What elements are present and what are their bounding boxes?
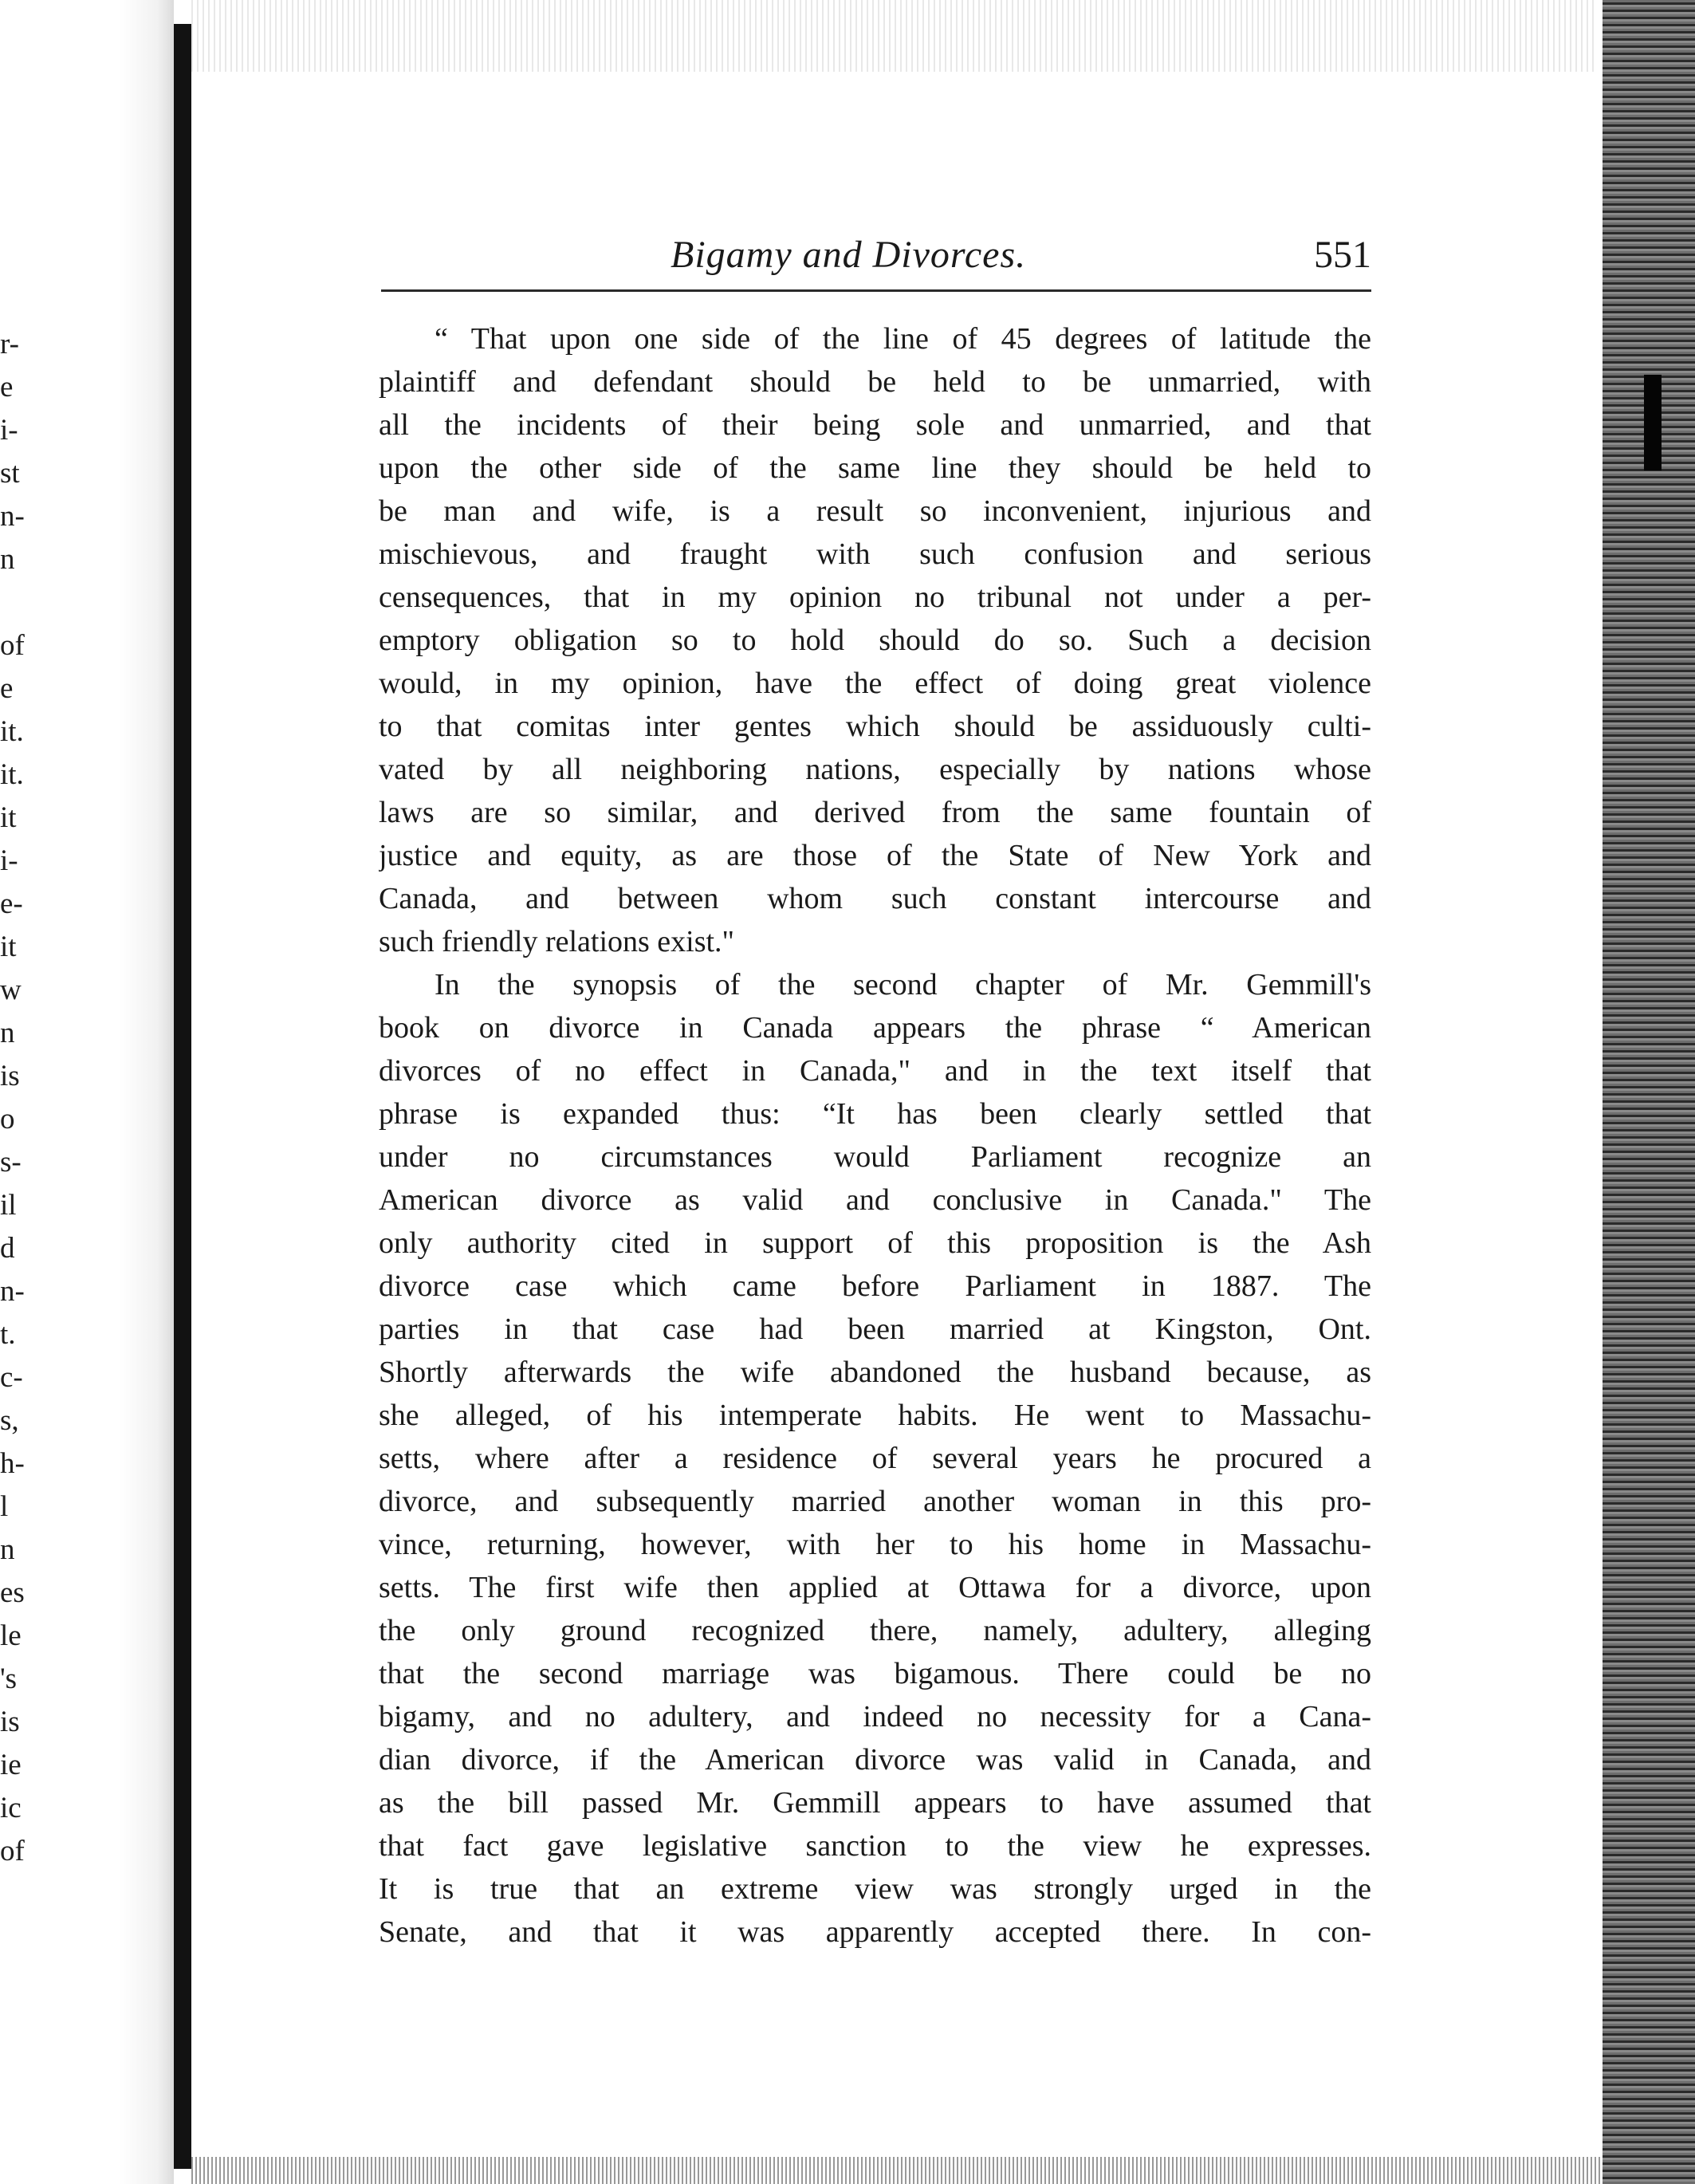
text-line: only authority cited in support of this proposition is the Ash bbox=[379, 1226, 1371, 1260]
text-line: divorces of no effect in Canada," and in the text itself that bbox=[379, 1054, 1371, 1088]
text-line: upon the other side of the same line they should be held to bbox=[379, 451, 1371, 485]
scan-noise-bottom bbox=[191, 2157, 1603, 2184]
fragment: n bbox=[0, 1017, 15, 1049]
running-head bbox=[379, 233, 1371, 281]
fragment: i- bbox=[0, 844, 18, 877]
text-line: book on divorce in Canada appears the phrase “ American bbox=[379, 1011, 1371, 1045]
fragment: w bbox=[0, 974, 22, 1006]
fragment: of bbox=[0, 1835, 25, 1867]
text-line: Canada, and between whom such constant intercourse and bbox=[379, 882, 1371, 915]
fragment: st bbox=[0, 457, 20, 490]
fragment: of bbox=[0, 629, 25, 662]
text-line: to that comitas inter gentes which should be assiduously culti- bbox=[379, 710, 1371, 743]
fragment: i- bbox=[0, 414, 18, 447]
fragment bbox=[0, 581, 60, 624]
text-line: laws are so similar, and derived from the same fountain of bbox=[379, 796, 1371, 829]
text-line: setts, where after a residence of several years he procured a bbox=[379, 1442, 1371, 1475]
text-line: would, in my opinion, have the effect of doing great violence bbox=[379, 667, 1371, 700]
fragment: e bbox=[0, 672, 14, 705]
fragment: le bbox=[0, 1619, 22, 1652]
page-binding-edge bbox=[174, 24, 191, 2169]
fragment: d bbox=[0, 1232, 15, 1265]
fragment: o bbox=[0, 1103, 15, 1135]
scan-noise-top bbox=[191, 0, 1595, 72]
text-line: divorce, and subsequently married another woman in this pro- bbox=[379, 1485, 1371, 1518]
fragment: n bbox=[0, 1533, 15, 1566]
text-line: emptory obligation so to hold should do so. Such a decision bbox=[379, 624, 1371, 657]
scan-shadow-left bbox=[120, 0, 174, 2184]
fragment: is bbox=[0, 1706, 20, 1738]
scan-mark-right bbox=[1644, 375, 1662, 470]
text-line: It is true that an extreme view was strongly urged in the bbox=[379, 1872, 1371, 1906]
fragment: s, bbox=[0, 1404, 19, 1437]
text-line: “ That upon one side of the line of 45 degrees of latitude the bbox=[435, 322, 1371, 356]
page-title: Bigamy and Divorces. bbox=[671, 234, 1027, 276]
fragment: e bbox=[0, 371, 14, 403]
fragment: 's bbox=[0, 1663, 18, 1695]
text-line: that the second marriage was bigamous. There could be no bbox=[379, 1657, 1371, 1690]
header-rule bbox=[381, 289, 1371, 292]
text-line: as the bill passed Mr. Gemmill appears to have assumed that bbox=[379, 1786, 1371, 1820]
text-line: Shortly afterwards the wife abandoned the husband because, as bbox=[379, 1356, 1371, 1389]
text-line: divorce case which came before Parliament in 1887. The bbox=[379, 1269, 1371, 1303]
fragment: is bbox=[0, 1060, 20, 1092]
fragment: ie bbox=[0, 1749, 22, 1781]
fragment: n- bbox=[0, 500, 25, 533]
fragment: s- bbox=[0, 1146, 22, 1179]
page-number: 551 bbox=[1314, 234, 1371, 276]
text-line: such friendly relations exist." bbox=[379, 925, 735, 958]
text-line: that fact gave legislative sanction to the view he expresses. bbox=[379, 1829, 1371, 1863]
fragment: n bbox=[0, 543, 15, 576]
text-line: dian divorce, if the American divorce was valid in Canada, and bbox=[379, 1743, 1371, 1777]
text-line: bigamy, and no adultery, and indeed no necessity for a Cana- bbox=[379, 1700, 1371, 1733]
text-line: under no circumstances would Parliament recognize an bbox=[379, 1140, 1371, 1174]
text-line: vated by all neighboring nations, especially by nations whose bbox=[379, 753, 1371, 786]
fragment: r- bbox=[0, 328, 19, 360]
text-line: In the synopsis of the second chapter of Mr. Gemmill's bbox=[435, 968, 1371, 1001]
fragment: it. bbox=[0, 758, 24, 791]
fragment: l bbox=[0, 1490, 9, 1523]
text-line: she alleged, of his intemperate habits. He went to Massachu- bbox=[379, 1399, 1371, 1432]
text-line: vince, returning, however, with her to his home in Massachu- bbox=[379, 1528, 1371, 1561]
text-line: the only ground recognized there, namely, adultery, alleging bbox=[379, 1614, 1371, 1647]
fragment: c- bbox=[0, 1361, 23, 1394]
text-line: censequences, that in my opinion no tribunal not under a per- bbox=[379, 580, 1371, 614]
fragment: e- bbox=[0, 887, 23, 920]
fragment: it bbox=[0, 801, 17, 834]
fragment: it bbox=[0, 931, 17, 963]
text-line: justice and equity, as are those of the State of New York and bbox=[379, 839, 1371, 872]
text-line: plaintiff and defendant should be held to be unmarried, with bbox=[379, 365, 1371, 399]
text-line: Senate, and that it was apparently accepted there. In con- bbox=[379, 1915, 1371, 1949]
fragment: it. bbox=[0, 715, 24, 748]
text-line: phrase is expanded thus: “It has been clearly settled that bbox=[379, 1097, 1371, 1131]
facing-page-fragments bbox=[0, 323, 60, 1873]
text-line: parties in that case had been married at Kingston, Ont. bbox=[379, 1312, 1371, 1346]
page-edge-right bbox=[1603, 0, 1695, 2184]
fragment: ic bbox=[0, 1792, 22, 1824]
text-line: mischievous, and fraught with such confusion and serious bbox=[379, 537, 1371, 571]
text-line: be man and wife, is a result so inconvenient, injurious and bbox=[379, 494, 1371, 528]
fragment: es bbox=[0, 1576, 25, 1609]
fragment: il bbox=[0, 1189, 17, 1222]
fragment: t. bbox=[0, 1318, 16, 1351]
fragment: h- bbox=[0, 1447, 25, 1480]
text-line: all the incidents of their being sole and unmarried, and that bbox=[379, 408, 1371, 442]
body-text bbox=[379, 317, 1371, 1954]
text-line: setts. The first wife then applied at Ottawa for a divorce, upon bbox=[379, 1571, 1371, 1604]
text-line: American divorce as valid and conclusive in Canada." The bbox=[379, 1183, 1371, 1217]
fragment: n- bbox=[0, 1275, 25, 1308]
